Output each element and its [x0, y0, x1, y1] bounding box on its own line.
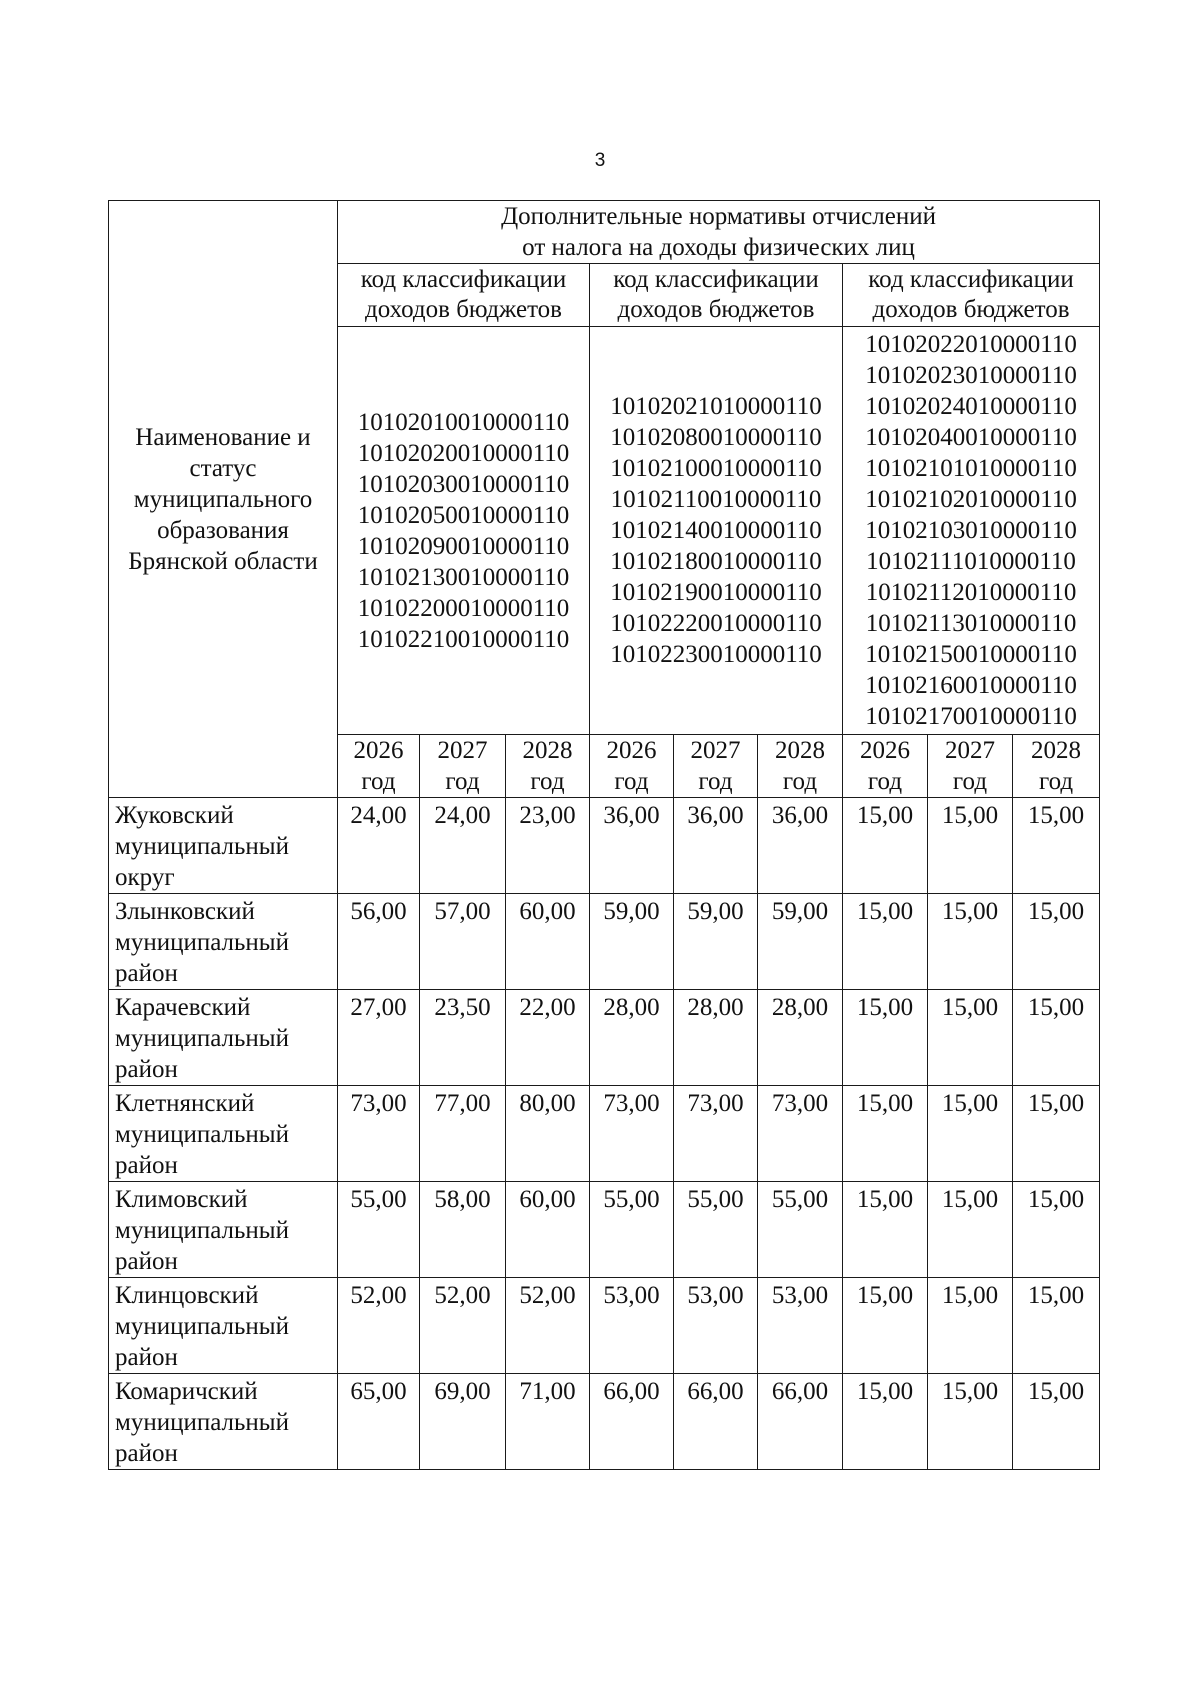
municipality-name: Климовский муниципальный район	[109, 1182, 338, 1278]
classification-code: 10102111010000110	[866, 548, 1076, 575]
norm-value: 59,00	[590, 894, 674, 990]
classification-code: 10102150010000110	[865, 641, 1077, 668]
norm-value: 58,00	[420, 1182, 506, 1278]
norm-value: 28,00	[590, 990, 674, 1086]
norm-value: 15,00	[928, 894, 1013, 990]
norm-value: 73,00	[758, 1086, 843, 1182]
year-header: 2027 год	[674, 735, 758, 798]
norm-value: 15,00	[1013, 1086, 1100, 1182]
norm-value: 15,00	[843, 1374, 928, 1470]
classification-code: 10102050010000110	[357, 501, 570, 529]
classification-code: 10102200010000110	[357, 594, 570, 622]
classification-code: 10102022010000110	[865, 331, 1077, 358]
norm-value: 71,00	[506, 1374, 590, 1470]
norm-value: 15,00	[1013, 1182, 1100, 1278]
table-row	[109, 1278, 1100, 1374]
group-1-codes	[338, 327, 590, 735]
norm-value: 80,00	[506, 1086, 590, 1182]
norm-value: 15,00	[1013, 894, 1100, 990]
year-header: 2028 год	[1013, 735, 1100, 798]
norm-value: 27,00	[338, 990, 420, 1086]
norm-value: 36,00	[590, 798, 674, 894]
municipality-name: Жуковский муниципальный округ	[109, 798, 338, 894]
classification-code: 10102160010000110	[865, 672, 1077, 699]
year-header: 2026 год	[843, 735, 928, 798]
norm-value: 55,00	[758, 1182, 843, 1278]
norm-value: 66,00	[590, 1374, 674, 1470]
norm-value: 59,00	[758, 894, 843, 990]
norm-value: 23,50	[420, 990, 506, 1086]
classification-code: 10102190010000110	[610, 579, 822, 606]
norm-value: 55,00	[674, 1182, 758, 1278]
norm-value: 15,00	[1013, 1278, 1100, 1374]
year-header: 2026 год	[590, 735, 674, 798]
table-row	[109, 990, 1100, 1086]
norm-value: 55,00	[338, 1182, 420, 1278]
norm-value: 24,00	[420, 798, 506, 894]
municipality-name: Комаричский муниципальный район	[109, 1374, 338, 1470]
year-header: 2028 год	[758, 735, 843, 798]
deduction-norms-header: Дополнительные нормативы отчислений от налога на доходы физических лиц	[338, 201, 1100, 264]
municipality-name: Карачевский муниципальный район	[109, 990, 338, 1086]
classification-code: 10102170010000110	[865, 703, 1077, 730]
classification-code: 10102113010000110	[865, 610, 1077, 637]
norm-value: 53,00	[590, 1278, 674, 1374]
norm-value: 52,00	[420, 1278, 506, 1374]
table-row	[109, 1374, 1100, 1470]
norm-value: 22,00	[506, 990, 590, 1086]
norm-value: 57,00	[420, 894, 506, 990]
classification-code: 10102100010000110	[610, 455, 822, 482]
year-header: 2028 год	[506, 735, 590, 798]
norm-value: 36,00	[758, 798, 843, 894]
page-number: 3	[594, 150, 606, 171]
norm-value: 15,00	[928, 1374, 1013, 1470]
norm-value: 55,00	[590, 1182, 674, 1278]
group-3-codes	[843, 327, 1100, 735]
norm-value: 15,00	[843, 798, 928, 894]
classification-code: 10102220010000110	[610, 610, 822, 637]
norm-value: 73,00	[674, 1086, 758, 1182]
norm-value: 15,00	[928, 1182, 1013, 1278]
norm-value: 59,00	[674, 894, 758, 990]
norm-value: 52,00	[338, 1278, 420, 1374]
classification-code: 10102101010000110	[865, 455, 1077, 482]
norm-value: 15,00	[1013, 798, 1100, 894]
norm-value: 36,00	[674, 798, 758, 894]
norm-value: 15,00	[928, 1086, 1013, 1182]
classification-code: 10102020010000110	[357, 439, 570, 467]
norm-value: 60,00	[506, 1182, 590, 1278]
classification-code: 10102090010000110	[357, 532, 570, 560]
norm-value: 56,00	[338, 894, 420, 990]
norm-value: 15,00	[928, 990, 1013, 1086]
group-2-codes	[590, 327, 843, 735]
municipality-name: Клинцовский муниципальный район	[109, 1278, 338, 1374]
table-row	[109, 894, 1100, 990]
norm-value: 15,00	[928, 798, 1013, 894]
classification-code: 10102210010000110	[357, 625, 570, 653]
classification-code: 10102130010000110	[357, 563, 570, 591]
norm-value: 15,00	[1013, 1374, 1100, 1470]
norm-value: 52,00	[506, 1278, 590, 1374]
municipality-name-header: Наименование и статус муниципального образования Брянской области	[109, 201, 338, 798]
classification-code: 10102023010000110	[865, 362, 1077, 389]
norm-value: 28,00	[758, 990, 843, 1086]
municipality-name: Злынковский муниципальный район	[109, 894, 338, 990]
norm-value: 15,00	[843, 1278, 928, 1374]
norm-value: 66,00	[758, 1374, 843, 1470]
norm-value: 15,00	[843, 894, 928, 990]
classification-code: 10102040010000110	[865, 424, 1077, 451]
year-header: 2027 год	[420, 735, 506, 798]
group-1-label: код классификации доходов бюджетов	[338, 264, 590, 327]
classification-code: 10102080010000110	[610, 424, 822, 451]
norm-value: 15,00	[843, 990, 928, 1086]
year-header: 2027 год	[928, 735, 1013, 798]
classification-code: 10102102010000110	[865, 486, 1077, 513]
classification-code: 10102024010000110	[865, 393, 1077, 420]
classification-code: 10102230010000110	[610, 641, 822, 668]
classification-code: 10102030010000110	[357, 470, 570, 498]
norm-value: 73,00	[338, 1086, 420, 1182]
classification-code: 10102110010000110	[610, 486, 822, 513]
group-3-label: код классификации доходов бюджетов	[843, 264, 1100, 327]
table-row	[109, 1086, 1100, 1182]
municipality-name: Клетнянский муниципальный район	[109, 1086, 338, 1182]
year-header: 2026 год	[338, 735, 420, 798]
table-row	[109, 1182, 1100, 1278]
norm-value: 24,00	[338, 798, 420, 894]
deduction-norms-table	[108, 200, 1100, 1470]
norm-value: 69,00	[420, 1374, 506, 1470]
header-row-main	[109, 201, 1100, 264]
norm-value: 15,00	[1013, 990, 1100, 1086]
norm-value: 60,00	[506, 894, 590, 990]
norm-value: 77,00	[420, 1086, 506, 1182]
norm-value: 15,00	[843, 1086, 928, 1182]
classification-code: 10102021010000110	[610, 393, 822, 420]
norm-value: 15,00	[928, 1278, 1013, 1374]
classification-code: 10102010010000110	[357, 408, 570, 436]
norm-value: 66,00	[674, 1374, 758, 1470]
group-2-label: код классификации доходов бюджетов	[590, 264, 843, 327]
classification-code: 10102180010000110	[610, 548, 822, 575]
norm-value: 53,00	[758, 1278, 843, 1374]
norm-value: 73,00	[590, 1086, 674, 1182]
classification-code: 10102103010000110	[865, 517, 1077, 544]
norm-value: 23,00	[506, 798, 590, 894]
classification-code: 10102140010000110	[610, 517, 822, 544]
norm-value: 65,00	[338, 1374, 420, 1470]
norm-value: 53,00	[674, 1278, 758, 1374]
table-row	[109, 798, 1100, 894]
norm-value: 15,00	[843, 1182, 928, 1278]
classification-code: 10102112010000110	[865, 579, 1077, 606]
norm-value: 28,00	[674, 990, 758, 1086]
